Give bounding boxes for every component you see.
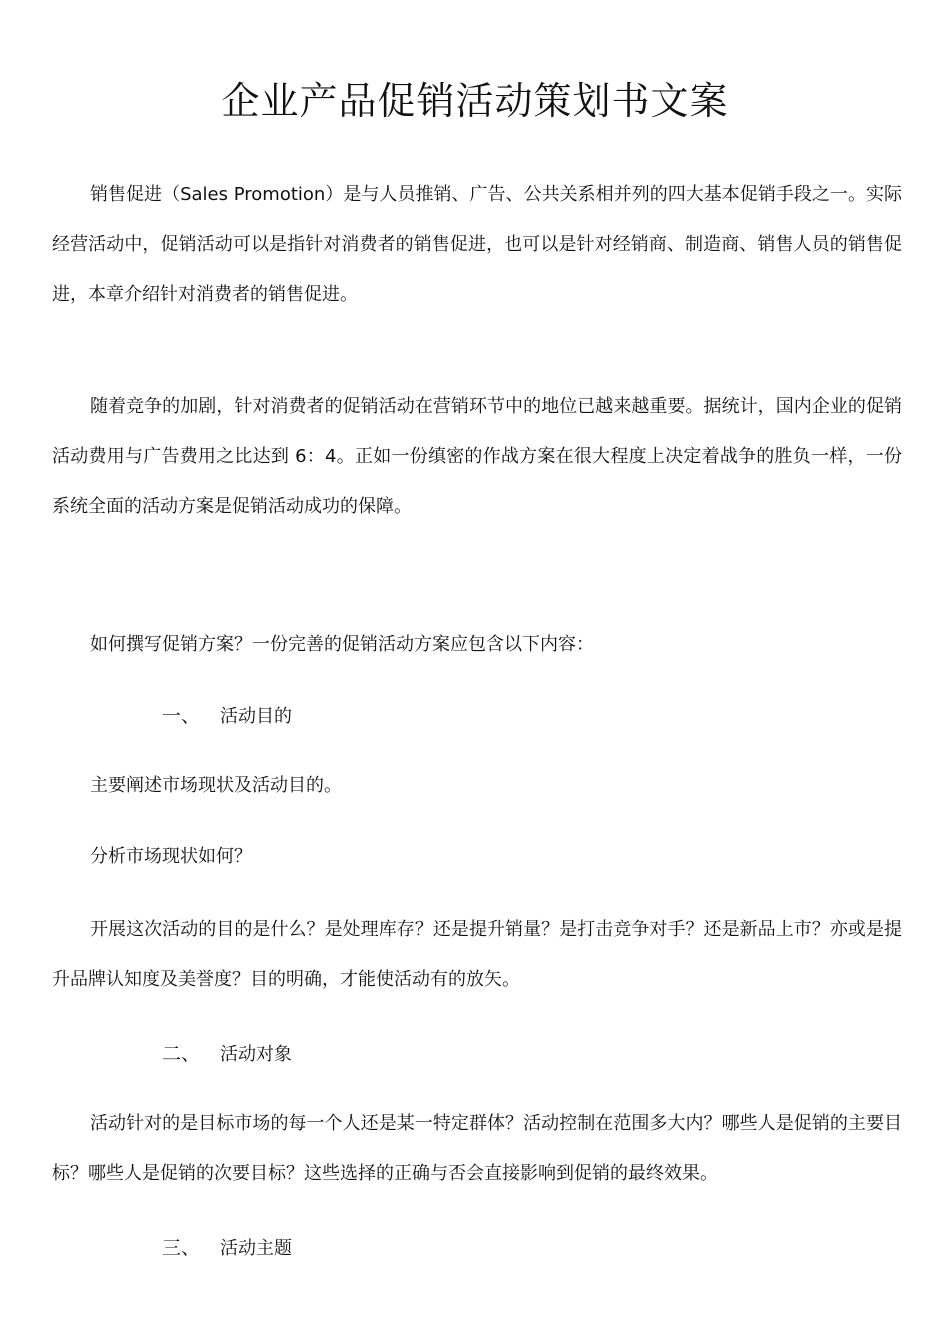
section-heading-2 [162,1039,292,1070]
section-title-3: 活动主题 [220,1238,292,1259]
section-number-2: 二、 [162,1043,201,1065]
section-title-2: 活动对象 [220,1044,292,1065]
section-1-paragraph-2: 分析市场现状如何？ [90,846,252,867]
intro-paragraph-1: 销售促进（Sales Promotion）是与人员推销、广告、公共关系相并列的四大基本促销手段之一。实际经营活动中，促销活动可以是指针对消费者的销售促进，也可以是针对经销商、制造商、销售人员的销售促进，本章介绍针对消费者的销售促进。 [52,184,902,305]
document-title: 企业产品促销活动策划书文案 [221,79,729,123]
section-number-1: 一、 [162,705,201,727]
section-1-paragraph-1: 主要阐述市场现状及活动目的。 [90,775,342,796]
section-title-1: 活动目的 [220,706,292,727]
section-heading-3 [162,1233,292,1264]
section-2-paragraph-1: 活动针对的是目标市场的每一个人还是某一特定群体？活动控制在范围多大内？哪些人是促销的主要目标？哪些人是促销的次要目标？这些选择的正确与否会直接影响到促销的最终效果。 [52,1113,902,1184]
intro-paragraph-3: 如何撰写促销方案？一份完善的促销活动方案应包含以下内容： [90,634,594,655]
intro-paragraph-2: 随着竞争的加剧，针对消费者的促销活动在营销环节中的地位已越来越重要。据统计，国内企业的促销活动费用与广告费用之比达到 6：4。正如一份缜密的作战方案在很大程度上决定着战争的胜负一样，一份系统全面的活动方案是促销活动成功的保障。 [52,396,902,517]
section-1-paragraph-3: 开展这次活动的目的是什么？是处理库存？还是提升销量？是打击竞争对手？还是新品上市？亦或是提升品牌认知度及美誉度？目的明确，才能使活动有的放矢。 [52,919,902,990]
section-heading-1 [162,701,292,732]
section-number-3: 三、 [162,1237,201,1259]
